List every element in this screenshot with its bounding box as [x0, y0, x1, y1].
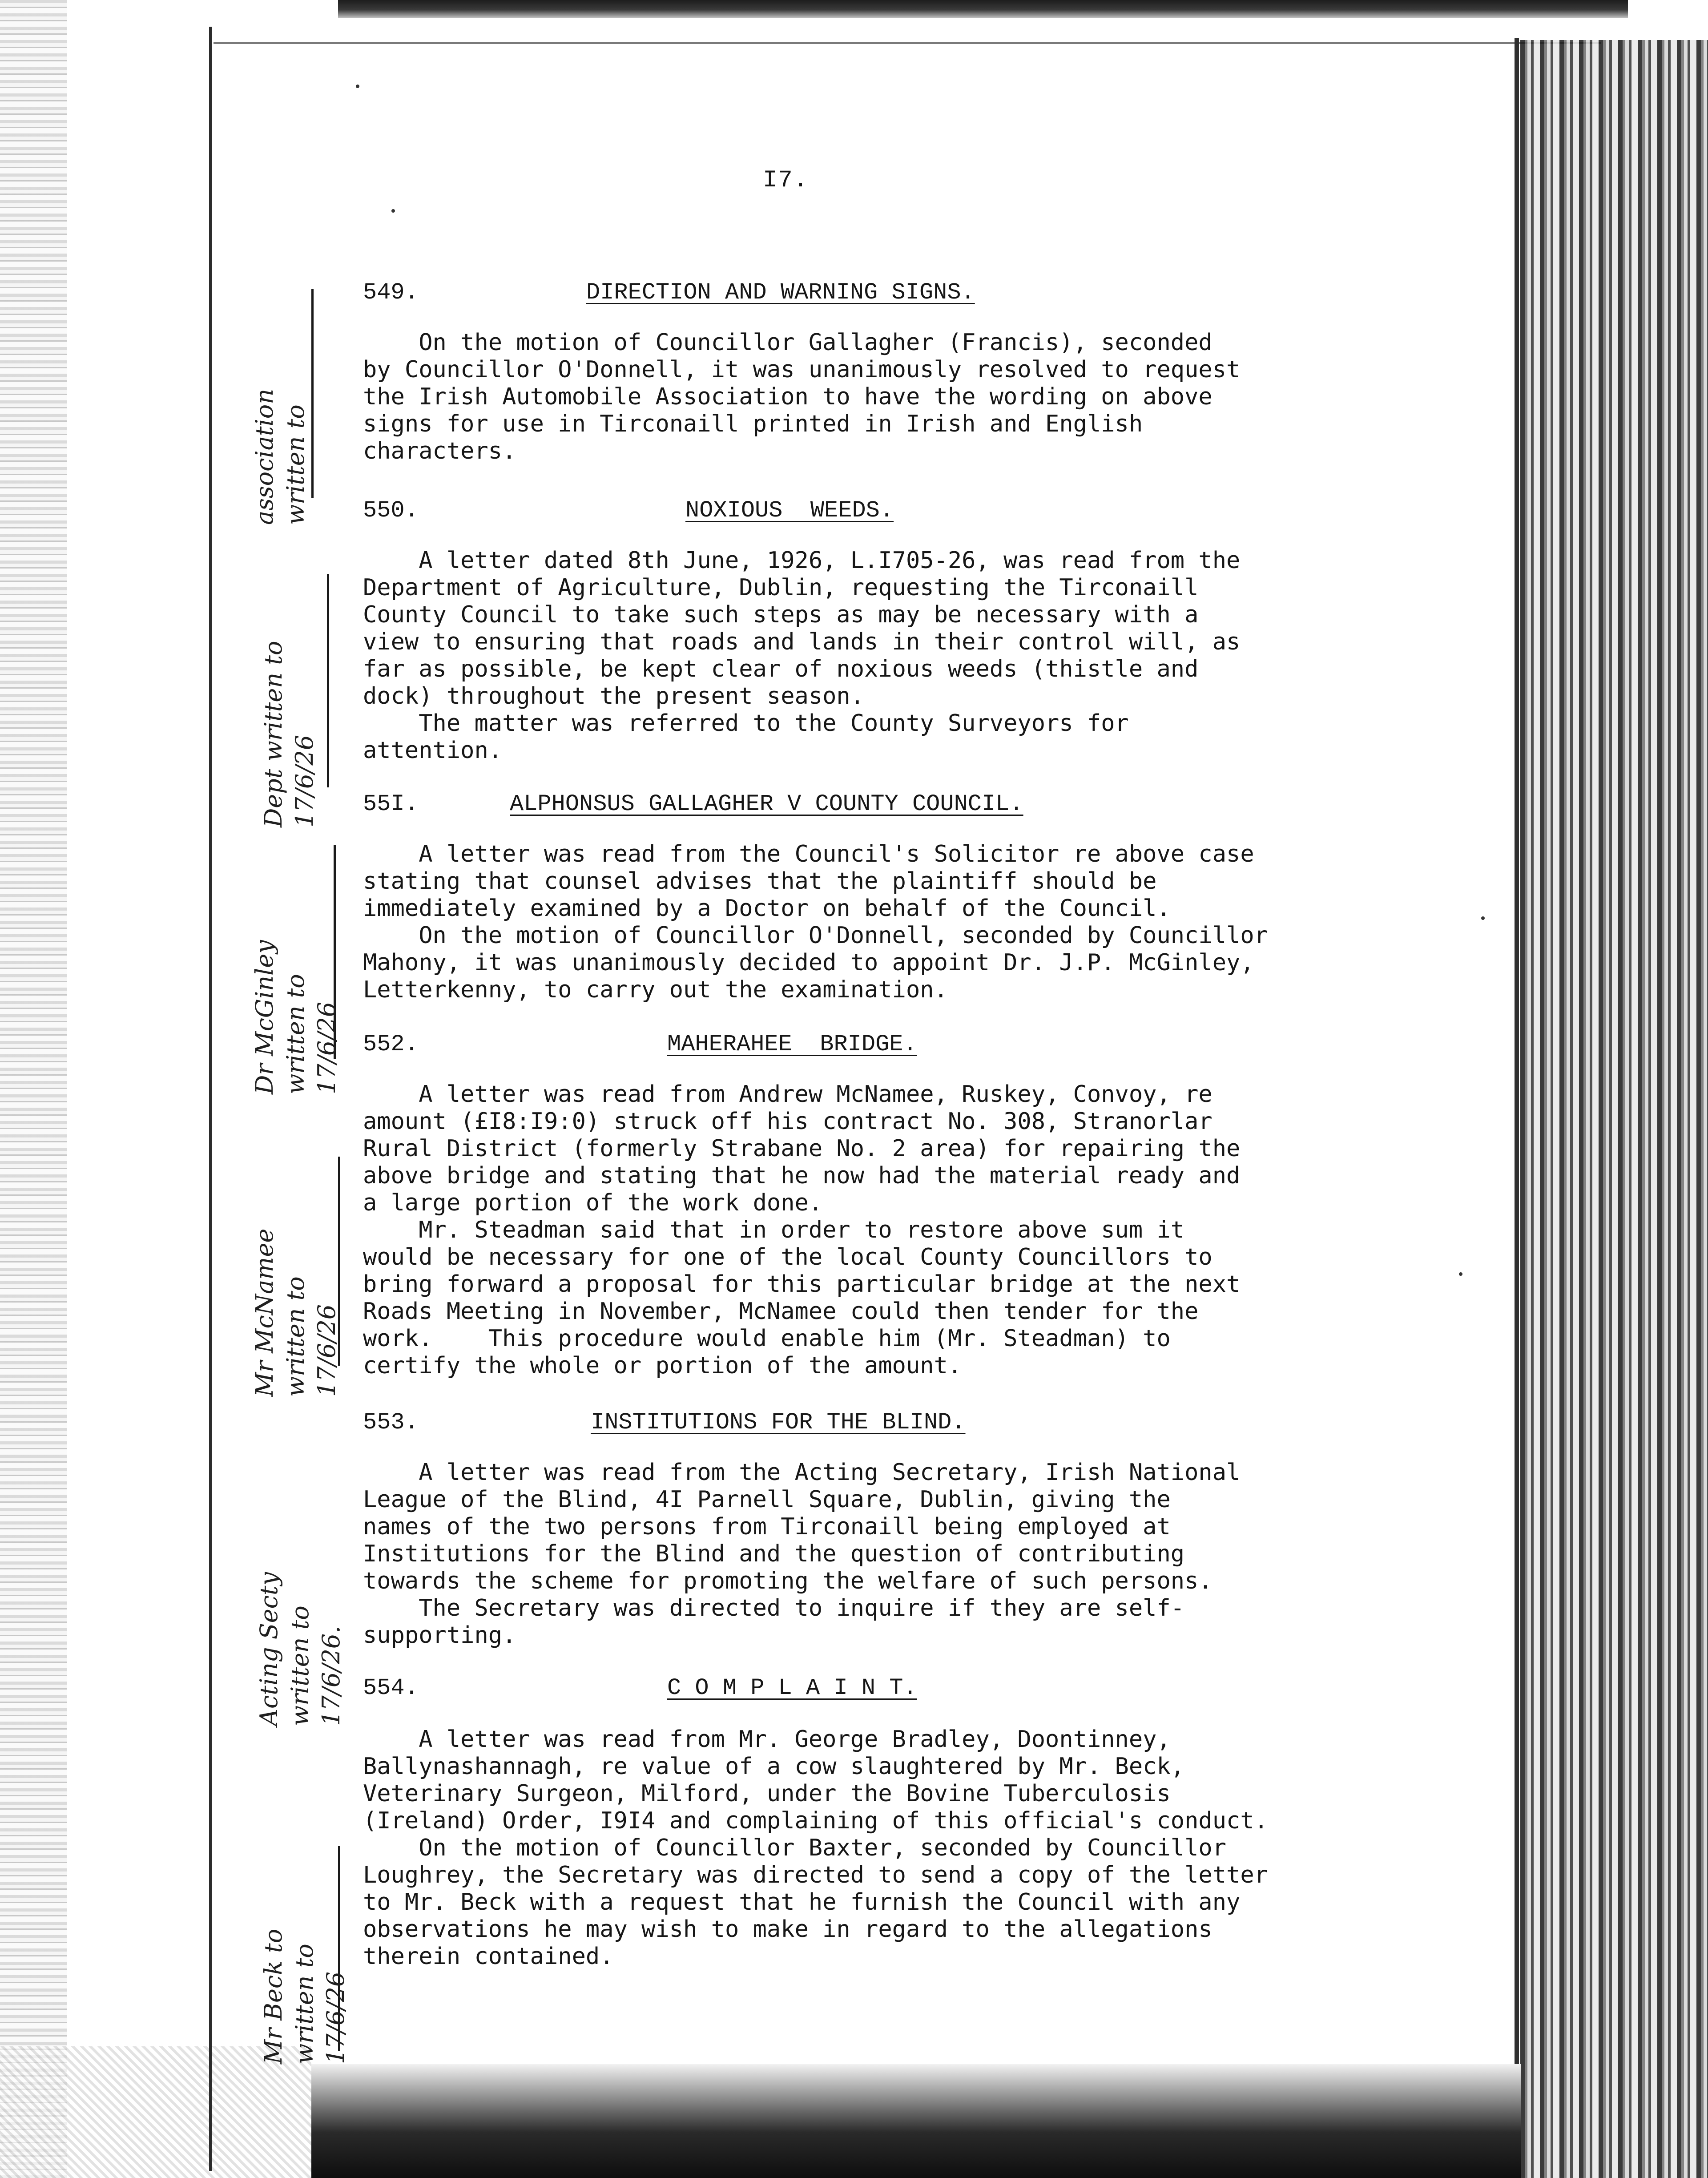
- page-top-edge: [214, 42, 1601, 44]
- item-number: 553.: [363, 1409, 419, 1436]
- item-body: A letter dated 8th June, 1926, L.I705-26, was read from the Department of Agriculture, Dublin, requesting the Tirconaill County Council to take such steps as may be necessary with a view to ensuring that roads and lands in their control will, as far as possible, be kept clear of noxious weeds (thistle and dock) throughout the present season. The matter was referred to the County Surveyors for attention.: [363, 547, 1241, 764]
- scan-top-shadow: [338, 0, 1628, 18]
- margin-annotation: association written to: [250, 388, 310, 525]
- item-number: 552.: [363, 1031, 419, 1057]
- item-number: 550.: [363, 497, 419, 524]
- item-body: A letter was read from the Council's Solicitor re above case stating that counsel advises that the plaintiff should be immediately examined by a Doctor on behalf of the Council. On the motion of Councillor O'Donnell, seconded by Councillor Mahony, it was unanimously decided to appoint Dr. J.P. McGinley, Letterkenny, to carry out the examination.: [363, 841, 1268, 1003]
- margin-annotation: Acting Secty written to 17/6/26.: [255, 1572, 345, 1726]
- scan-left-edge: [0, 0, 67, 2178]
- item-title: NOXIOUS WEEDS.: [685, 497, 894, 524]
- margin-bracket: [311, 289, 314, 498]
- margin-annotation: Mr McNamee written to 17/6/26: [250, 1228, 341, 1397]
- page-number: I7.: [763, 167, 809, 194]
- item-body: A letter was read from Andrew McNamee, Ruskey, Convoy, re amount (£I8:I9:0) struck off his contract No. 308, Stranorlar Rural District (formerly Strabane No. 2 area) for repairing the above bridge and stating that he now had the material ready and a large portion of the work done. Mr. Steadman said that in order to restore above sum it would be necessary for one of the local County Councillors to bring forward a proposal for this particular bridge at the next Roads Meeting in November, McNamee could then tender for the work. This procedure would enable him (Mr. Steadman) to certify the whole or portion of the amount.: [363, 1081, 1241, 1379]
- item-number: 554.: [363, 1675, 419, 1701]
- scan-bottom-left-noise: [0, 2046, 311, 2178]
- margin-annotation: Mr Beck to written to 17/6/26: [259, 1928, 350, 2064]
- item-title: MAHERAHEE BRIDGE.: [667, 1031, 917, 1057]
- margin-annotation: Dr McGinley written to 17/6/26: [250, 940, 341, 1094]
- scan-speck: [1481, 916, 1485, 920]
- item-title: C O M P L A I N T.: [667, 1675, 917, 1701]
- item-title: ALPHONSUS GALLAGHER V COUNTY COUNCIL.: [510, 791, 1023, 817]
- page-fold-line: [1515, 38, 1519, 2133]
- margin-bracket: [327, 574, 329, 787]
- item-title: INSTITUTIONS FOR THE BLIND.: [591, 1409, 966, 1436]
- scan-right-page-stack: [1520, 40, 1708, 2178]
- item-title: DIRECTION AND WARNING SIGNS.: [586, 279, 975, 306]
- binding-edge-line: [209, 27, 212, 2171]
- item-body: A letter was read from Mr. George Bradley, Doontinney, Ballynashannagh, re value of a cow slaughtered by Mr. Beck, Veterinary Surgeon, Milford, under the Bovine Tuberculosis (Ireland) Order, I9I4 and complaining of this official's conduct. On the motion of Councillor Baxter, seconded by Councillor Loughrey, the Secretary was directed to send a copy of the letter to Mr. Beck with a request that he furnish the Council with any observations he may wish to make in regard to the allegations therein contained.: [363, 1726, 1268, 1970]
- scan-bottom-shadow: [311, 2064, 1521, 2178]
- item-body: On the motion of Councillor Gallagher (Francis), seconded by Councillor O'Donnell, it was unanimously resolved to request the Irish Automobile Association to have the wording on above signs for use in Tirconaill printed in Irish and English characters.: [363, 329, 1241, 464]
- margin-annotation: Dept written to 17/6/26: [259, 641, 318, 827]
- item-body: A letter was read from the Acting Secretary, Irish National League of the Blind, 4I Parnell Square, Dublin, giving the names of the two persons from Tirconaill being employed at Institutions for the Blind and the question of contributing towards the scheme for promoting the welfare of such persons. The Secretary was directed to inquire if they are self- supporting.: [363, 1459, 1241, 1649]
- item-number: 55I.: [363, 791, 419, 817]
- scan-speck: [391, 209, 395, 213]
- item-number: 549.: [363, 279, 419, 306]
- scan-speck: [356, 85, 359, 88]
- scan-speck: [1459, 1272, 1462, 1276]
